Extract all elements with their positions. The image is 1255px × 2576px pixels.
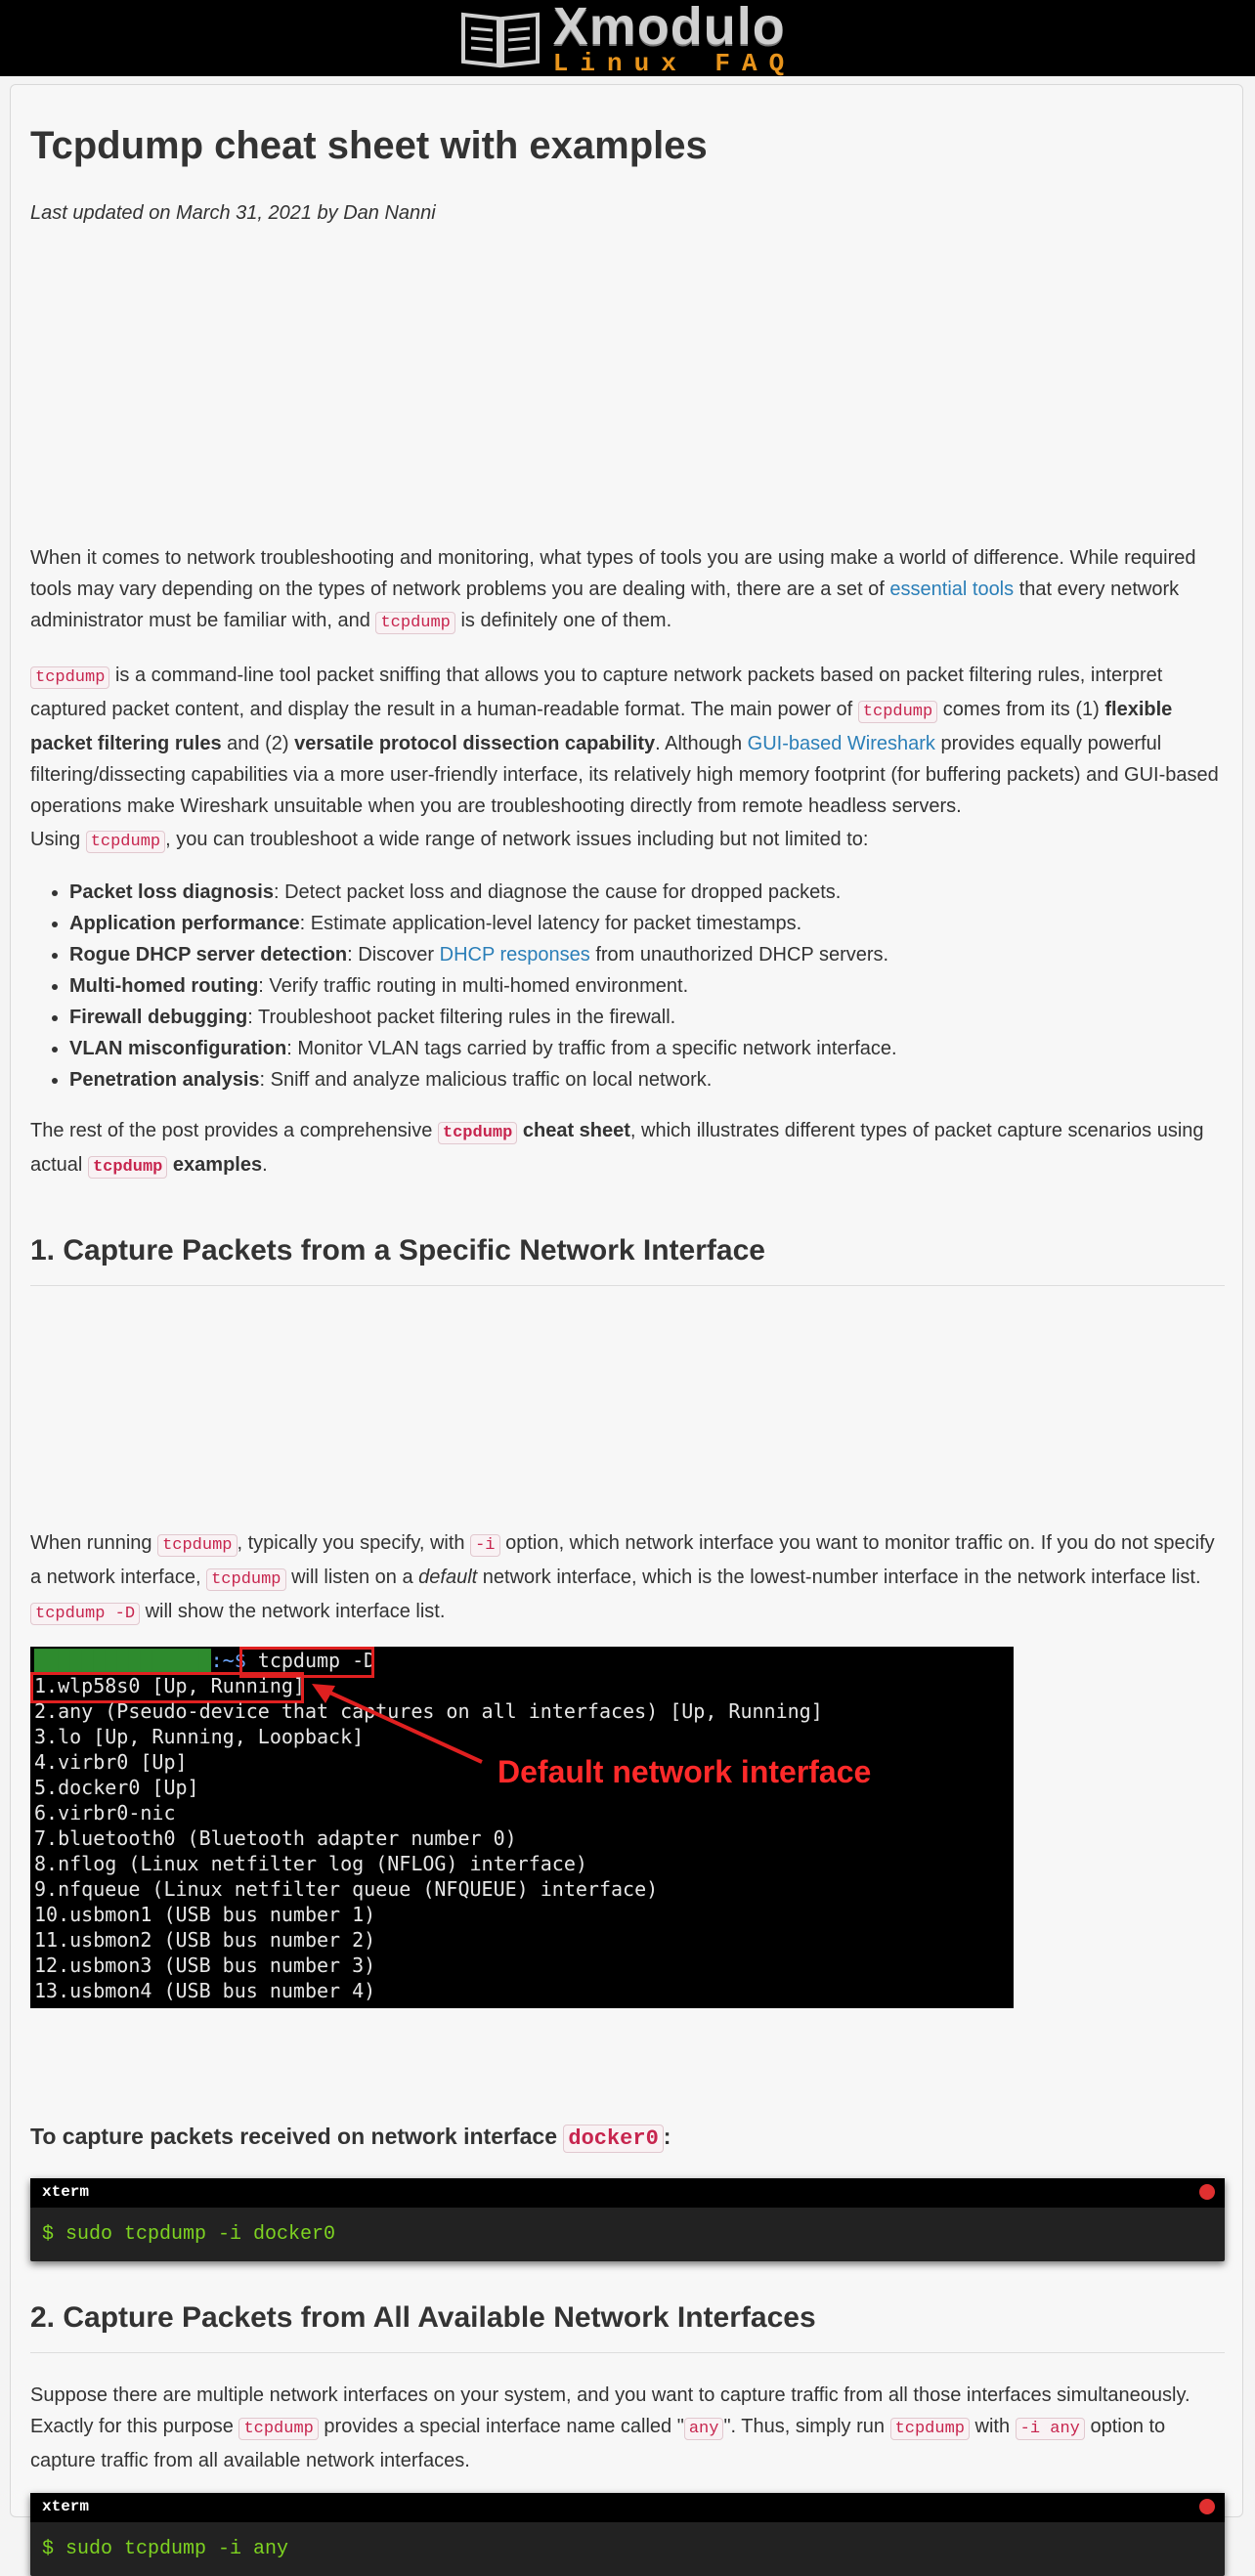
interface-line: 4.virbr0 [Up] bbox=[34, 1750, 188, 1774]
interface-line: 3.lo [Up, Running, Loopback] bbox=[34, 1725, 365, 1748]
docker0-subheading: To capture packets received on network interface docker0 : bbox=[30, 2124, 671, 2151]
list-item: • Rogue DHCP server detection: Discover DHCP responses from unauthorized DHCP servers. bbox=[69, 939, 1255, 970]
section-2-paragraph: Suppose there are multiple network interfaces on your system, and you want to capture traffic from all those interfaces simultaneously. Exactly for this purpose tcpdump provides a special interface name called " any ". Thus, simply run tcpdump with -i any option to capture traffic from all available network interfaces. bbox=[30, 2384, 1190, 2471]
inline-code: tcpdump bbox=[206, 1568, 285, 1591]
interface-line: 1.wlp58s0 [Up, Running] bbox=[34, 1674, 305, 1697]
section-1-paragraph: When running tcpdump , typically you specify, with -i option, which network interface you want to monitor traffic on. If you do not specify a network interface, tcpdump will listen on a default network interface, which is the lowest-number interface in the network interface list. tcpdump -D will show the network interface list. bbox=[30, 1532, 1215, 1623]
inline-code: tcpdump bbox=[86, 831, 165, 853]
intro-paragraph-2: tcpdump is a command-line tool packet sniffing that allows you to capture network packets based on packet filtering rules, interpret captured packet content, and display the result in a human-readable format. The main power of tcpdump comes from its (1) flexible packet filtering rules and (2) versatile protocol dissection capability. Although GUI-based Wireshark provides equally powerful filtering/dissecting capabilities via a more user-friendly interface, its relatively high memory footprint (for buffering packets) and GUI-based operations make Wireshark unsuitable when you are troubleshooting directly from remote headless servers. bbox=[30, 665, 1219, 817]
interface-line: 9.nfqueue (Linux netfilter queue (NFQUEUE) interface) bbox=[34, 1877, 659, 1901]
inline-code: tcpdump bbox=[890, 2418, 970, 2440]
inline-code: tcpdump bbox=[238, 2418, 318, 2440]
annotation-label: Default network interface bbox=[498, 1754, 872, 1789]
dhcp-responses-link[interactable]: DHCP responses bbox=[439, 944, 590, 966]
inline-code: tcpdump bbox=[375, 612, 454, 634]
interface-line: 7.bluetooth0 (Bluetooth adapter number 0) bbox=[34, 1826, 517, 1850]
inline-code: tcpdump -D bbox=[30, 1603, 140, 1625]
inline-code: -i any bbox=[1016, 2418, 1085, 2440]
inline-code: tcpdump bbox=[30, 666, 109, 689]
terminal-command: $ sudo tcpdump -i docker0 bbox=[42, 2223, 336, 2246]
inline-code: tcpdump bbox=[157, 1534, 237, 1557]
interface-line: 13.usbmon4 (USB bus number 4) bbox=[34, 1979, 376, 2002]
essential-tools-link[interactable]: essential tools bbox=[889, 579, 1015, 600]
inline-code: docker0 bbox=[563, 2125, 663, 2153]
logo-title: Xmodulo bbox=[552, 0, 786, 56]
article-container bbox=[10, 84, 1243, 2560]
article-meta: Last updated on March 31, 2021 by Dan Nanni bbox=[30, 202, 436, 224]
list-item: • VLAN misconfiguration: Monitor VLAN tags carried by traffic from a specific network interface. bbox=[69, 1033, 1255, 1064]
wireshark-link[interactable]: GUI-based Wireshark bbox=[747, 733, 935, 754]
annotation-arrow-icon bbox=[30, 1647, 1014, 2008]
interface-line: 2.any (Pseudo-device that captures on all interfaces) [Up, Running] bbox=[34, 1699, 823, 1723]
intro-paragraph-1: When it comes to network troubleshooting and monitoring, what types of tools you are using make a world of difference. While required tools may vary depending on the types of network problems you are dealing with, there are a set of essential tools that every network administrator must be familiar with, and tcpdump is definitely one of them. bbox=[30, 547, 1196, 632]
tcpdump-interface-list-screenshot bbox=[30, 1647, 1014, 2008]
terminal-titlebar bbox=[30, 2493, 1225, 2522]
prompt-suffix: :~$ bbox=[210, 1649, 258, 1672]
terminal-block bbox=[30, 2178, 1225, 2261]
interface-line: 10.usbmon1 (USB bus number 1) bbox=[34, 1903, 376, 1926]
book-icon bbox=[459, 7, 541, 69]
inline-code: tcpdump bbox=[858, 701, 937, 723]
section-1-heading: 1. Capture Packets from a Specific Network Interface bbox=[30, 1234, 1225, 1286]
prompt-command: tcpdump -D bbox=[257, 1649, 376, 1672]
interface-line: 5.docker0 [Up] bbox=[34, 1776, 199, 1799]
article-title: Tcpdump cheat sheet with examples bbox=[30, 124, 708, 167]
site-header bbox=[0, 0, 1255, 76]
terminal-title: xterm bbox=[42, 2183, 90, 2201]
intro-paragraph-3: Using tcpdump , you can troubleshoot a wide range of network issues including but not limited to: bbox=[30, 829, 869, 851]
terminal-titlebar bbox=[30, 2178, 1225, 2208]
inline-code: -i bbox=[470, 1534, 499, 1557]
list-item: • Penetration analysis: Sniff and analyze malicious traffic on local network. bbox=[69, 1064, 1255, 1095]
site-logo[interactable] bbox=[459, 0, 796, 76]
prompt-user: ███████████████ bbox=[34, 1649, 211, 1672]
terminal-command: $ sudo tcpdump -i any bbox=[42, 2538, 289, 2560]
intro-paragraph-4: The rest of the post provides a comprehensive tcpdump cheat sheet, which illustrates different types of packet capture scenarios using actual tcpdump examples. bbox=[30, 1120, 1204, 1177]
list-item: • Packet loss diagnosis: Detect packet loss and diagnose the cause for dropped packets. bbox=[69, 877, 1255, 908]
interface-line: 8.nflog (Linux netfilter log (NFLOG) interface) bbox=[34, 1852, 587, 1875]
list-item: • Application performance: Estimate application-level latency for packet timestamps. bbox=[69, 908, 1255, 939]
list-item: • Multi-homed routing: Verify traffic routing in multi-homed environment. bbox=[69, 970, 1255, 1002]
logo-subtitle: Linux FAQ bbox=[552, 49, 797, 78]
terminal-title: xterm bbox=[42, 2498, 90, 2515]
interface-line: 6.virbr0-nic bbox=[34, 1801, 176, 1825]
close-icon bbox=[1199, 2499, 1215, 2514]
list-item: • Firewall debugging: Troubleshoot packet filtering rules in the firewall. bbox=[69, 1002, 1255, 1033]
interface-line: 11.usbmon2 (USB bus number 2) bbox=[34, 1928, 376, 1952]
terminal-block bbox=[30, 2493, 1225, 2576]
inline-code: any bbox=[684, 2418, 724, 2440]
inline-code: tcpdump bbox=[438, 1122, 517, 1144]
inline-code: tcpdump bbox=[88, 1156, 167, 1179]
section-2-heading: 2. Capture Packets from All Available Network Interfaces bbox=[30, 2301, 1225, 2353]
use-case-list bbox=[30, 877, 1255, 1095]
close-icon bbox=[1199, 2184, 1215, 2200]
interface-line: 12.usbmon3 (USB bus number 3) bbox=[34, 1953, 376, 1977]
